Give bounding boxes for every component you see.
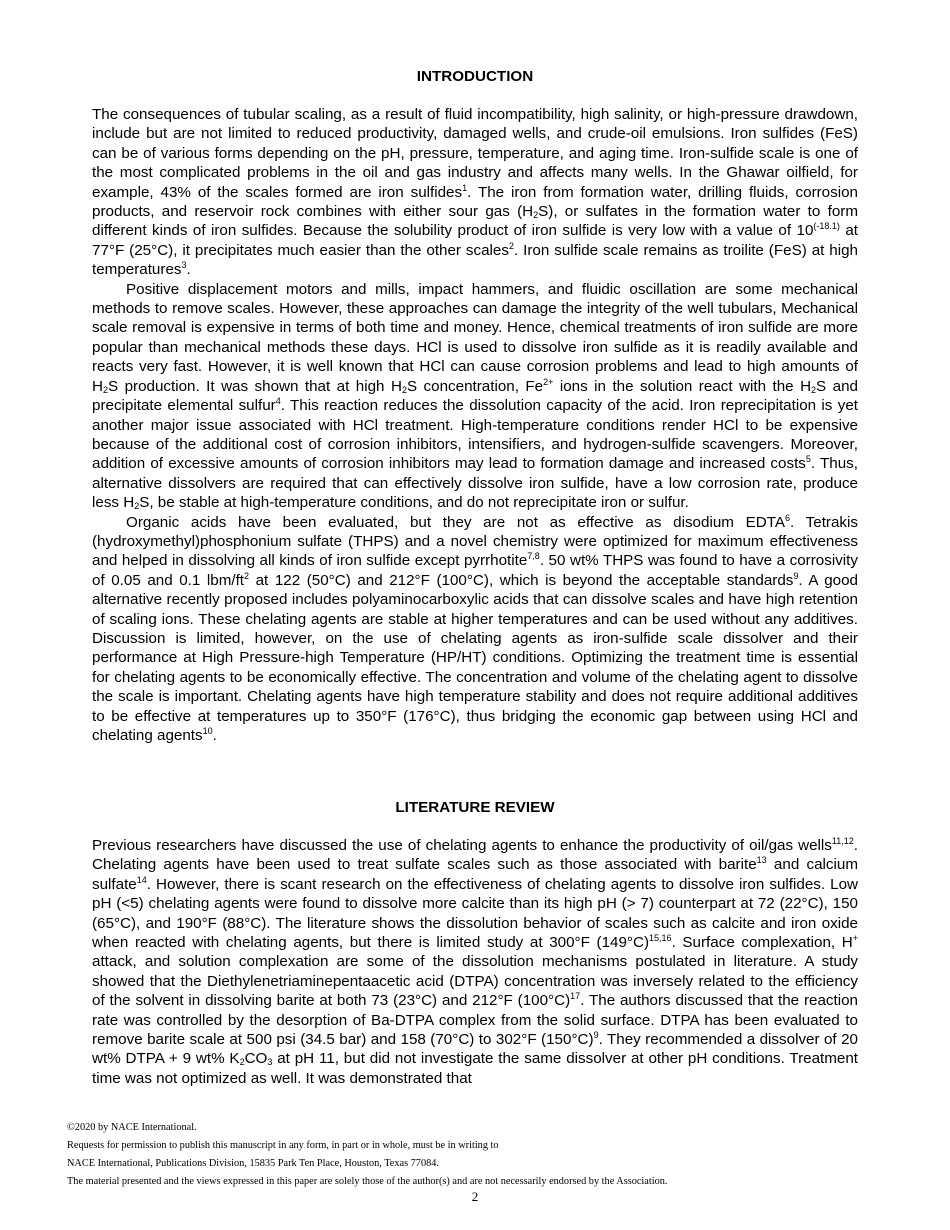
- footer-disclaimer: The material presented and the views expressed in this paper are solely those of the author(s) and are not necessarily endorsed by the Association.: [67, 1176, 668, 1187]
- literature-review-heading: LITERATURE REVIEW: [395, 799, 555, 816]
- literature-review-section: [92, 836, 858, 1088]
- lit-paragraph-1: Previous researchers have discussed the use of chelating agents to enhance the productivity of oil/gas wells$^{11,12}$. Chelating agents have been used to treat sulfate scales such as those associated with barite$^{13}$ and calcium sulfate$^{14}$. However, there is scant research on the effectiveness of chelating agents to dissolve iron sulfides. Low pH (<5) chelating agents were found to dissolve more calcite than its high pH (> 7) counterpart at 72 (22°C), 150 (65°C), and 190°F (88°C). The literature shows the dissolution behavior of scales such as calcite and iron oxide when reacted with chelating agents, but there is limited study at 300°F $(149^\circ C)^{15,16}$. Surface complexation, H+ attack, and solution complexation are some of the dissolution mechanisms postulated in literature. A study showed that the Diethylenetriaminepentaacetic acid (DTPA) concentration was inversely related to the efficiency of the solvent in dissolving barite at both 73 (23°C) and 212°F $(100^\circ C)^{17}$. The authors discussed that the reaction rate was controlled by the desorption of Ba-DTPA complex from the solid surface. DTPA has been evaluated to remove barite scale at 500 psi (34.5 bar) and 158 (70°C) to 302°F $(150^\circ C)^9$. They recommended a dissolver of 20 wt% DTPA + 9 wt% $K_2CO_3$ at pH 11, but did not investigate the same dissolver at other pH conditions. Treatment time was not optimized as well. It was demonstrated that: [92, 836, 859, 1087]
- introduction-section: [92, 105, 858, 745]
- introduction-heading: INTRODUCTION: [416, 68, 534, 85]
- footer-permission-line: Requests for permission to publish this manuscript in any form, in part or in whole, must be in writing to: [67, 1140, 499, 1151]
- intro-paragraph-3: Organic acids have been evaluated, but they are not as effective as disodium EDTA$^6$. Tetrakis (hydroxymethyl)phosphonium sulfate (THPS) and a novel chemistry were optimized for maximum effectiveness and helped in dissolving all kinds of iron sulfide except pyrrhotite$^{7,8}$. 50 wt% THPS was found to have a corrosivity of 0.05 and 0.1 lbm/$ft^2$ at 122 (50°C) and 212°F (100°C), which is beyond the acceptable standards$^9$. A good alternative recently proposed includes polyaminocarboxylic acids that can dissolve scales and have high retention of scaling ions. These chelating agents are stable at higher temperatures and can be used without any additives. Discussion is limited, however, on the use of chelating agents as iron-sulfide scale dissolver and their performance at High Pressure-high Temperature (HP/HT) conditions. Optimizing the treatment time is essential for chelating agents to be economically effective. The concentration and volume of the chelating agent to dissolve the scale is important. Chelating agents have high temperature stability and does not require additional additives to be effective at temperatures up to 350°F (176°C), thus bridging the economic gap between using HCl and chelating agents$^{10}$.: [92, 512, 858, 744]
- intro-paragraph-2: Positive displacement motors and mills, impact hammers, and fluidic oscillation are some mechanical methods to remove scales. However, these approaches can damage the integrity of the well tubulars, Mechanical scale removal is expensive in terms of both time and money. Hence, chemical treatments of iron sulfide are more popular than mechanical methods these days. HCl is used to dissolve iron sulfide as it is readily available and reacts very fast. However, it is well known that HCl can cause corrosion problems and lead to high amounts of $H_2S$ production. It was shown that at high $H_2S$ concentration, $Fe^{2+}$ ions in the solution react with the $H_2S$ and precipitate elemental sulfur$^4$. This reaction reduces the dissolution capacity of the acid. Iron reprecipitation is yet another major issue associated with HCl treatment. High-temperature conditions render HCl to be expensive because of the additional cost of corrosion inhibitors, intensifiers, and hydrogen-sulfide scavengers. Moreover, addition of excessive amounts of corrosion inhibitors may lead to formation damage and increased costs$^5$. Thus, alternative dissolvers are required that can effectively dissolve iron sulfide, have a low corrosion rate, produce less $H_2S$, be stable at high-temperature conditions, and do not reprecipitate iron or sulfur.: [92, 280, 858, 512]
- footer-address-line: NACE International, Publications Division, 15835 Park Ten Place, Houston, Texas 77084.: [67, 1158, 439, 1169]
- intro-paragraph-1: The consequences of tubular scaling, as a result of fluid incompatibility, high salinity, or high-pressure drawdown, include but are not limited to reduced productivity, damaged wells, and crude-oil emulsions. Iron sulfides (FeS) can be of various forms depending on the pH, pressure, temperature, and aging time. Iron-sulfide scale is one of the most complicated problems in the oil and gas industry and affects many wells. In the Ghawar oilfield, for example, 43% of the scales formed are iron sulfides$^1$. The iron from formation water, drilling fluids, corrosion products, and reservoir rock combines with either sour gas $(H_2S)$, or sulfates in the formation water to form different kinds of iron sulfides. Because the solubility product of iron sulfide is very low with a value of $10^{(-18.1)}$ at 77°F (25°C), it precipitates much easier than the other scales$^2$. Iron sulfide scale remains as troilite (FeS) at high temperatures$^3$.: [92, 106, 859, 279]
- footer-copyright: ©2020 by NACE International.: [67, 1122, 197, 1133]
- copyright-footer: [67, 1119, 887, 1191]
- page-number: 2: [471, 1189, 479, 1204]
